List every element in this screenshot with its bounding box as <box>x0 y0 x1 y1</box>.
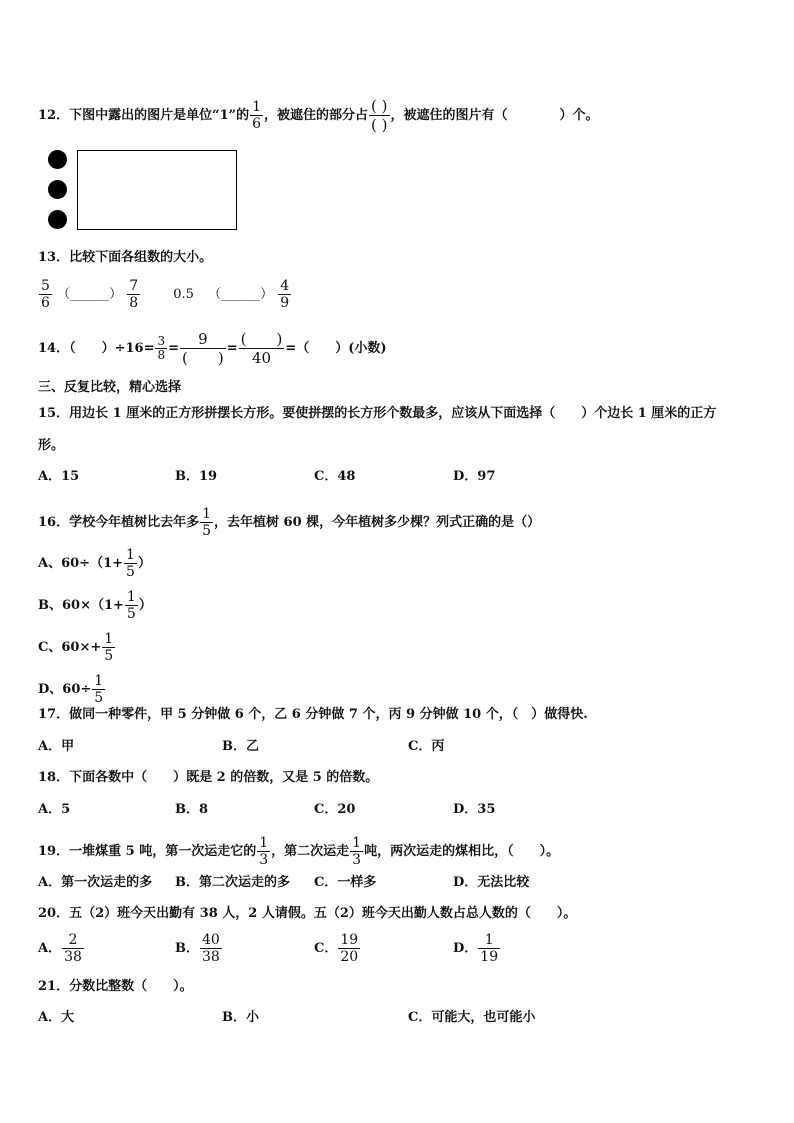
q16-text <box>38 506 540 539</box>
fraction-blank[interactable] <box>239 330 285 367</box>
q17-text: 17．做同一种零件，甲 5 分钟做 6 个，乙 6 分钟做 7 个，丙 9 分钟做 10 个，（ ）做得快. <box>38 707 588 722</box>
q16-post: ，去年植树 60 棵，今年植树多少棵？列式正确的是（） <box>214 515 541 530</box>
covered-rectangle <box>77 150 237 230</box>
option-d[interactable]: D．97 <box>453 469 496 484</box>
option-c[interactable] <box>314 932 361 965</box>
option-d[interactable]: D．35 <box>453 802 496 817</box>
denominator: ( ) <box>182 349 224 367</box>
numerator: 1 <box>484 932 494 948</box>
fraction <box>200 506 213 539</box>
option-a[interactable] <box>38 547 151 580</box>
fraction <box>62 932 84 965</box>
q14-part2: =（ ）(小数) <box>285 341 387 356</box>
fraction <box>92 673 105 706</box>
denominator: 6 <box>41 295 50 311</box>
option-a[interactable]: A．甲 <box>38 739 75 754</box>
option-a[interactable]: A．15 <box>38 469 80 484</box>
denominator: 3 <box>259 852 269 868</box>
black-dot <box>48 180 67 199</box>
fraction <box>250 99 263 132</box>
option-b[interactable]: B．第二次运走的多 <box>175 875 290 890</box>
numerator: 1 <box>126 589 136 605</box>
denominator: 5 <box>126 606 136 622</box>
q19-text <box>38 835 559 868</box>
option-a[interactable]: A．5 <box>38 802 71 817</box>
fraction <box>125 589 138 622</box>
numerator: 4 <box>280 278 290 294</box>
option-a[interactable] <box>38 932 85 965</box>
numerator: 1 <box>94 673 104 689</box>
q19-mid: ，第二次运走 <box>271 844 350 859</box>
section-heading: 三、反复比较，精心选择 <box>38 380 182 395</box>
option-b[interactable]: B．小 <box>222 1010 259 1025</box>
q16-pre: 16．学校今年植树比去年多 <box>38 515 200 530</box>
option-b[interactable]: B．乙 <box>222 739 259 754</box>
numerator: 1 <box>352 835 362 851</box>
fraction <box>478 932 500 965</box>
denominator: 40 <box>251 349 272 367</box>
option-c[interactable]: C．一样多 <box>314 875 377 890</box>
q12-text <box>38 97 599 134</box>
option-letter: D． <box>453 941 478 956</box>
q14-number: 14． <box>38 341 70 356</box>
option-text: ） <box>138 598 152 613</box>
numerator: 19 <box>340 932 359 948</box>
denominator: 6 <box>252 116 262 132</box>
option-b[interactable]: B．19 <box>175 469 218 484</box>
option-letter: B． <box>175 941 199 956</box>
option-c[interactable]: C．丙 <box>408 739 445 754</box>
denominator: 5 <box>94 690 104 706</box>
option-letter: C． <box>314 941 338 956</box>
q14-text <box>38 330 387 367</box>
fraction <box>124 547 137 580</box>
q13-compare-row <box>38 278 292 311</box>
fraction <box>102 631 115 664</box>
option-a[interactable]: A．大 <box>38 1010 75 1025</box>
fraction <box>155 335 167 362</box>
fraction-blank[interactable] <box>180 330 226 367</box>
fraction <box>350 835 363 868</box>
fraction <box>200 932 222 965</box>
numerator: 3 <box>157 334 166 348</box>
option-c[interactable]: C．48 <box>314 469 356 484</box>
option-b[interactable]: B．8 <box>175 802 209 817</box>
option-text: A、60÷（1+ <box>38 556 124 571</box>
denominator: ( ) <box>371 116 388 134</box>
option-a[interactable]: A．第一次运走的多 <box>38 875 153 890</box>
answer-blank[interactable]: （______） <box>57 287 123 302</box>
q14-part1: （ ）÷16= <box>69 341 155 356</box>
denominator: 5 <box>202 523 212 539</box>
black-dot <box>48 150 67 169</box>
fraction <box>257 835 270 868</box>
option-text: C、60×+ <box>38 640 102 655</box>
black-dot <box>48 210 67 229</box>
numerator: 5 <box>41 278 50 294</box>
option-c[interactable] <box>38 631 116 664</box>
answer-blank[interactable]: （______） <box>208 287 274 302</box>
denominator: 8 <box>129 295 139 311</box>
q15-text-cont: 形。 <box>38 438 65 453</box>
numerator: 1 <box>104 631 114 647</box>
decimal-value: 0.5 <box>173 287 194 302</box>
option-text: D、60÷ <box>38 682 92 697</box>
fraction <box>39 278 52 311</box>
q19-post: 吨，两次运走的煤相比，（ ）。 <box>364 844 560 859</box>
numerator: 9 <box>198 330 208 348</box>
denominator: 20 <box>340 949 359 965</box>
option-d[interactable] <box>453 932 501 965</box>
q18-text: 18．下面各数中（ ）既是 2 的倍数，又是 5 的倍数。 <box>38 770 379 785</box>
denominator: 19 <box>480 949 499 965</box>
option-letter: A． <box>38 941 62 956</box>
numerator: 1 <box>202 506 212 522</box>
numerator: ( ) <box>240 330 283 348</box>
denominator: 9 <box>280 295 290 311</box>
numerator: 1 <box>259 835 269 851</box>
numerator: 1 <box>252 99 262 115</box>
denominator: 38 <box>202 949 220 965</box>
option-c[interactable]: C．20 <box>314 802 356 817</box>
option-text: ） <box>137 556 151 571</box>
option-d[interactable] <box>38 673 106 706</box>
q15-text: 15．用边长 1 厘米的正方形拼摆长方形。要使拼摆的长方形个数最多，应该从下面选择（ ）个边长 1 厘米的正方 <box>38 406 717 421</box>
option-c[interactable]: C．可能大，也可能小 <box>408 1010 536 1025</box>
equals: = <box>226 341 238 356</box>
q13-title: 13．比较下面各组数的大小。 <box>38 250 213 265</box>
option-b[interactable] <box>38 589 152 622</box>
q21-text: 21．分数比整数（ ）。 <box>38 979 193 994</box>
numerator: 2 <box>68 932 78 948</box>
equals: = <box>168 341 180 356</box>
q12-pre: 下图中露出的图片是单位“1”的 <box>69 108 250 123</box>
denominator: 5 <box>126 564 135 580</box>
numerator: 40 <box>202 932 220 948</box>
q20-text: 20．五（2）班今天出勤有 38 人，2 人请假。五（2）班今天出勤人数占总人数的（ ）。 <box>38 906 577 921</box>
q19-pre: 19．一堆煤重 5 吨，第一次运走它的 <box>38 844 257 859</box>
denominator: 5 <box>104 648 114 664</box>
q12-number: 12． <box>38 108 70 123</box>
option-text: B、60×（1+ <box>38 598 124 613</box>
fraction <box>338 932 360 965</box>
fraction <box>127 278 140 311</box>
numerator: ( ) <box>371 97 388 115</box>
denominator: 8 <box>157 348 166 362</box>
q12-post: ，被遮住的图片有（ ）个。 <box>390 108 599 123</box>
denominator: 3 <box>352 852 362 868</box>
option-b[interactable] <box>175 932 223 965</box>
q12-mid: ，被遮住的部分占 <box>264 108 369 123</box>
option-d[interactable]: D．无法比较 <box>453 875 530 890</box>
fraction <box>278 278 291 311</box>
numerator: 7 <box>129 278 139 294</box>
numerator: 1 <box>126 547 135 563</box>
answer-blank-fraction[interactable] <box>369 97 389 134</box>
denominator: 38 <box>64 949 82 965</box>
